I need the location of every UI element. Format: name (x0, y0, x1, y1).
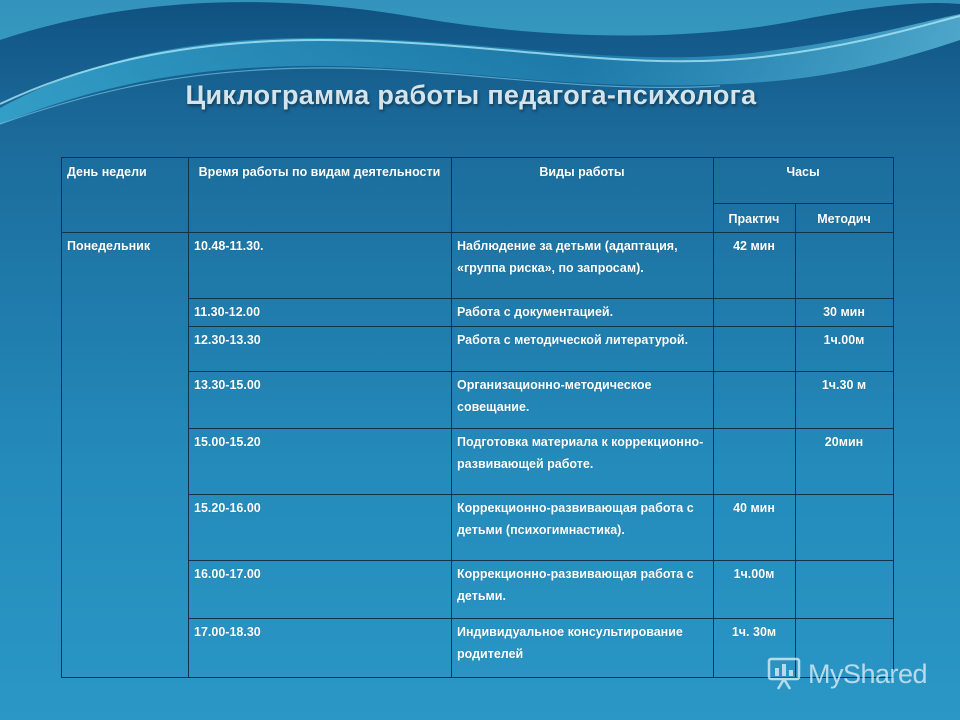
practical-cell (714, 299, 796, 327)
activity-cell: Наблюдение за детьми (адаптация, «группа риска», по запросам). (452, 233, 714, 299)
time-cell: 15.20-16.00 (189, 495, 452, 561)
practical-cell (714, 429, 796, 495)
practical-cell: 1ч.00м (714, 561, 796, 619)
methodical-cell: 1ч.30 м (796, 372, 894, 429)
practical-cell (714, 372, 796, 429)
practical-cell: 42 мин (714, 233, 796, 299)
practical-cell: 1ч. 30м (714, 619, 796, 678)
watermark-logo[interactable] (766, 656, 946, 692)
activity-cell: Работа с методической литературой. (452, 327, 714, 372)
time-cell: 16.00-17.00 (189, 561, 452, 619)
header-day: День недели (62, 158, 189, 233)
methodical-cell (796, 495, 894, 561)
header-practical: Практич (714, 204, 796, 233)
header-methodical: Методич (796, 204, 894, 233)
presentation-icon (766, 657, 802, 691)
methodical-cell (796, 233, 894, 299)
practical-cell (714, 327, 796, 372)
header-hours: Часы (714, 158, 894, 204)
activity-cell: Индивидуальное консультирование родителей (452, 619, 714, 678)
day-cell: Понедельник (62, 233, 189, 678)
header-types: Виды работы (452, 158, 714, 233)
time-cell: 10.48-11.30. (189, 233, 452, 299)
methodical-cell: 1ч.00м (796, 327, 894, 372)
activity-cell: Коррекционно-развивающая работа с детьми. (452, 561, 714, 619)
practical-cell: 40 мин (714, 495, 796, 561)
schedule-table (61, 157, 894, 678)
activity-cell: Работа с документацией. (452, 299, 714, 327)
methodical-cell: 20мин (796, 429, 894, 495)
table-row (62, 233, 894, 299)
activity-cell: Организационно-методическое совещание. (452, 372, 714, 429)
methodical-cell (796, 561, 894, 619)
methodical-cell: 30 мин (796, 299, 894, 327)
header-row (62, 158, 894, 204)
time-cell: 12.30-13.30 (189, 327, 452, 372)
activity-cell: Подготовка материала к коррекционно-развивающей работе. (452, 429, 714, 495)
watermark-text: MyShared (808, 658, 928, 689)
activity-cell: Коррекционно-развивающая работа с детьми (психогимнастика). (452, 495, 714, 561)
slide-title (0, 80, 960, 111)
time-cell: 11.30-12.00 (189, 299, 452, 327)
header-time: Время работы по видам деятельности (189, 158, 452, 233)
time-cell: 15.00-15.20 (189, 429, 452, 495)
time-cell: 17.00-18.30 (189, 619, 452, 678)
slide-title-text: Циклограмма работы педагога-психолога (185, 80, 757, 110)
time-cell: 13.30-15.00 (189, 372, 452, 429)
